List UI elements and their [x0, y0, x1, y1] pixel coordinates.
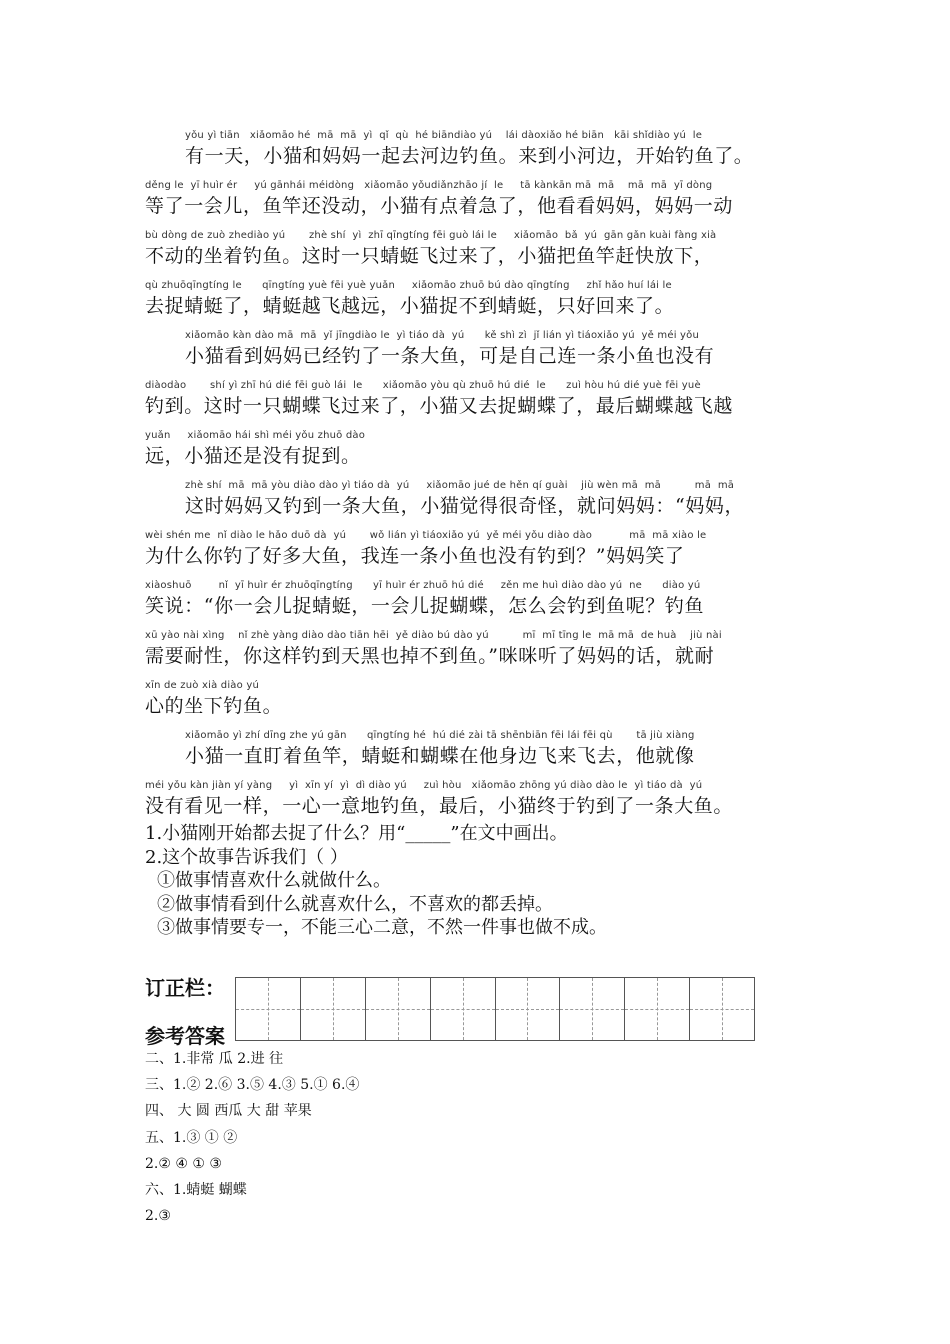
- answer-line: 三、1.② 2.⑥ 3.⑤ 4.③ 5.① 6.④: [145, 1077, 360, 1094]
- answer-line: 四、 大 圆 西瓜 大 甜 苹果: [145, 1103, 312, 1120]
- story-line: [145, 180, 810, 230]
- hanzi-text: 有一天，小猫和妈妈一起去河边钓鱼。来到小河边，开始钓鱼了。: [185, 145, 754, 167]
- pinyin-text: děng le yī huìr ér yú gānhái méidòng xiǎomāo yǒudiǎnzhāo jí le tā kànkān mā mā mā mā yī dòng: [145, 180, 713, 191]
- correction-writing-grid: [235, 977, 755, 1041]
- hanzi-text: 远，小猫还是没有捉到。: [145, 445, 361, 467]
- pinyin-text: xū yào nài xìng nǐ zhè yàng diào dào tiān hēi yě diào bú dào yú mī mī tīng le mā mā de huà jiù nài: [145, 630, 722, 641]
- hanzi-text: 钓到。这时一只蝴蝶飞过来了，小猫又去捉蝴蝶了，最后蝴蝶越飞越: [145, 395, 734, 417]
- pinyin-text: yǒu yì tiān xiǎomāo hé mā mā yì qǐ qù hé biāndiào yú lái dàoxiǎo hé biān kāi shǐdiào yú le: [185, 130, 703, 141]
- option-1: ①做事情喜欢什么就做什么。: [157, 870, 391, 891]
- answer-key: [145, 1046, 359, 1229]
- answer-line: 六、1.蜻蜓 蝴蝶: [145, 1182, 247, 1199]
- story-passage: [145, 130, 810, 830]
- story-line: [145, 580, 810, 630]
- grid-cell[interactable]: [236, 978, 300, 1040]
- story-line: [145, 480, 810, 530]
- story-line: [145, 330, 810, 380]
- grid-cell[interactable]: [365, 978, 430, 1040]
- question-1: 1.小猫刚开始都去捉了什么？用“_____”在文中画出。: [145, 823, 568, 844]
- pinyin-text: qù zhuōqīngtíng le qīngtíng yuè fēi yuè yuǎn xiǎomāo zhuō bú dào qīngtíng zhǐ hǎo huí lái le: [145, 280, 672, 291]
- correction-label: 订正栏：: [145, 976, 225, 1000]
- question-2: 2.这个故事告诉我们（ ）: [145, 846, 348, 868]
- pinyin-text: xīn de zuò xià diào yú: [145, 680, 259, 691]
- questions-section: [145, 822, 810, 940]
- grid-cell[interactable]: [430, 978, 495, 1040]
- pinyin-text: bù dòng de zuò zhediào yú zhè shí yì zhī qīngtíng fēi guò lái le xiǎomāo bǎ yú gān gǎn kuài fàng xià: [145, 230, 717, 241]
- story-line: [145, 680, 810, 730]
- hanzi-text: 没有看见一样，一心一意地钓鱼，最后，小猫终于钓到了一条大鱼。: [145, 795, 734, 817]
- hanzi-text: 笑说：“你一会儿捉蜻蜓，一会儿捉蝴蝶，怎么会钓到鱼呢？钓鱼: [145, 595, 705, 617]
- pinyin-text: yuǎn xiǎomāo hái shì méi yǒu zhuō dào: [145, 430, 366, 441]
- answer-line: 五、1.③ ① ②: [145, 1129, 238, 1146]
- hanzi-text: 需要耐性，你这样钓到天黑也掉不到鱼。”咪咪听了妈妈的话，就耐: [145, 645, 715, 667]
- story-line: [145, 280, 810, 330]
- pinyin-text: xiǎomāo yì zhí dīng zhe yú gān qīngtíng hé hú dié zài tā shēnbiān fēi lái fēi qù tā jiù xiàng: [185, 730, 695, 741]
- grid-cell[interactable]: [559, 978, 624, 1040]
- story-line: [145, 430, 810, 480]
- pinyin-text: méi yǒu kàn jiàn yí yàng yì xīn yí yì dì diào yú zuì hòu xiǎomāo zhōng yú diào dào le yì tiáo dà yú: [145, 780, 703, 791]
- hanzi-text: 小猫看到妈妈已经钓了一条大鱼，可是自己连一条小鱼也没有: [185, 345, 715, 367]
- story-line: [145, 630, 810, 680]
- story-line: [145, 130, 810, 180]
- story-line: [145, 380, 810, 430]
- option-2: ②做事情看到什么就喜欢什么，不喜欢的都丢掉。: [157, 893, 553, 915]
- story-line: [145, 730, 810, 780]
- grid-cell[interactable]: [495, 978, 560, 1040]
- hanzi-text: 等了一会儿，鱼竿还没动，小猫有点着急了，他看看妈妈，妈妈一动: [145, 195, 734, 217]
- story-line: [145, 230, 810, 280]
- hanzi-text: 为什么你钓了好多大鱼，我连一条小鱼也没有钓到？”妈妈笑了: [145, 545, 685, 567]
- grid-cell[interactable]: [689, 978, 754, 1040]
- hanzi-text: 这时妈妈又钓到一条大鱼，小猫觉得很奇怪，就问妈妈：“妈妈，: [185, 495, 745, 517]
- grid-cell[interactable]: [624, 978, 689, 1040]
- hanzi-text: 不动的坐着钓鱼。这时一只蜻蜓飞过来了，小猫把鱼竿赶快放下，: [145, 245, 714, 267]
- answer-line: 2.③: [145, 1208, 171, 1225]
- answer-line: 2.② ④ ① ③: [145, 1155, 222, 1172]
- pinyin-text: diàodào shí yì zhī hú dié fēi guò lái le xiǎomāo yòu qù zhuō hú dié le zuì hòu hú dié yuè fēi yuè: [145, 380, 701, 391]
- pinyin-text: xiǎomāo kàn dào mā mā yǐ jīngdiào le yì tiáo dà yú kě shì zì jǐ lián yì tiáoxiǎo yú yě méi yǒu: [185, 330, 700, 341]
- hanzi-text: 去捉蜻蜓了，蜻蜓越飞越远，小猫捉不到蜻蜓，只好回来了。: [145, 295, 675, 317]
- story-line: [145, 530, 810, 580]
- option-3: ③做事情要专一，不能三心二意，不然一件事也做不成。: [157, 917, 607, 938]
- hanzi-text: 心的坐下钓鱼。: [145, 695, 283, 717]
- pinyin-text: zhè shí mā mā yòu diào dào yì tiáo dà yú xiǎomāo jué de hěn qí guài jiù wèn mā mā mā mā: [185, 480, 735, 491]
- answer-line: 二、1.非常 瓜 2.进 往: [145, 1051, 284, 1067]
- answer-title: 参考答案: [145, 1024, 225, 1048]
- pinyin-text: wèi shén me nǐ diào le hǎo duō dà yú wǒ lián yì tiáoxiǎo yú yě méi yǒu diào dào mā mā xiào le: [145, 530, 707, 541]
- pinyin-text: xiàoshuō nǐ yī huìr ér zhuōqīngtíng yī huìr ér zhuō hú dié zěn me huì diào dào yú ne diào yú: [145, 580, 701, 591]
- hanzi-text: 小猫一直盯着鱼竿，蜻蜓和蝴蝶在他身边飞来飞去，他就像: [185, 745, 695, 767]
- grid-cell[interactable]: [300, 978, 365, 1040]
